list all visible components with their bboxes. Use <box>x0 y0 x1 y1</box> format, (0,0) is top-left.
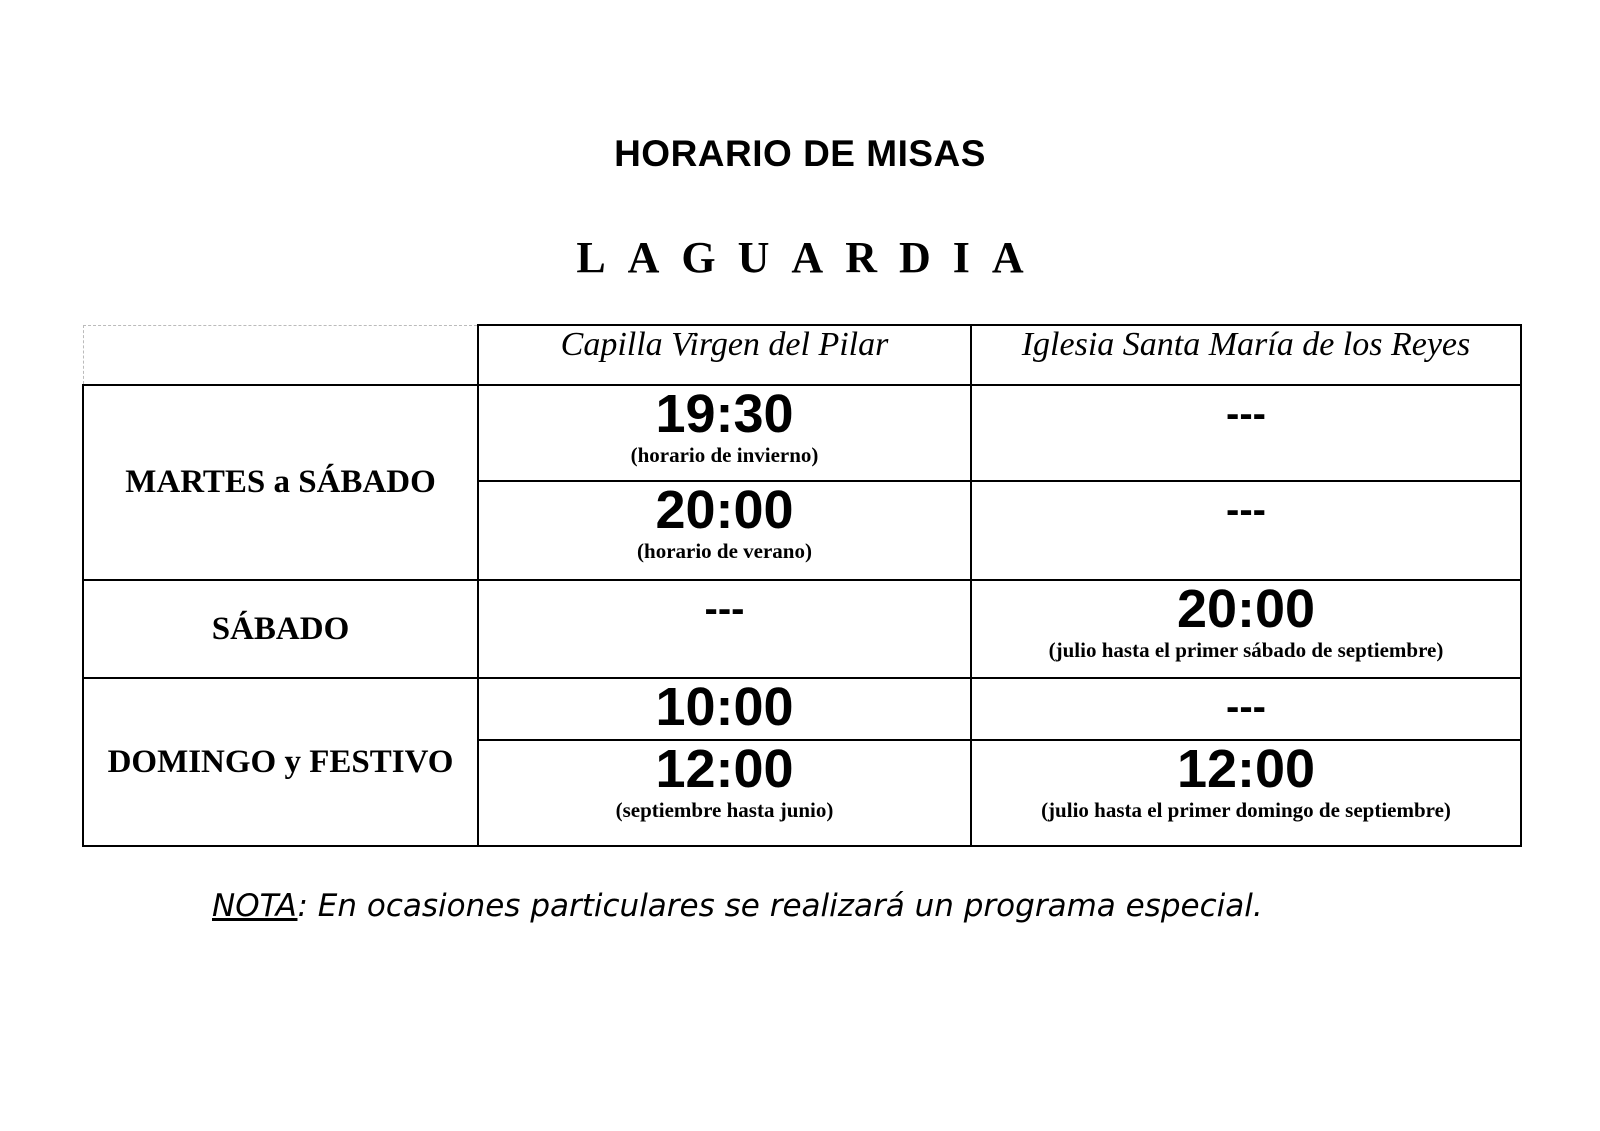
schedule-cell <box>971 678 1521 740</box>
note-label: NOTA <box>212 888 298 924</box>
mass-time-note: (julio hasta el primer domingo de septiembre) <box>1041 798 1451 822</box>
mass-time: 12:00 <box>655 739 794 799</box>
no-mass-dash: --- <box>1226 488 1266 532</box>
schedule-cell <box>971 481 1521 580</box>
schedule-cell <box>971 740 1521 846</box>
schedule-cell <box>478 740 971 846</box>
no-mass-dash: --- <box>704 587 745 631</box>
no-mass-dash: --- <box>1226 392 1266 436</box>
mass-time: 20:00 <box>1176 579 1316 639</box>
schedule-cell <box>478 481 971 580</box>
mass-time: 19:30 <box>655 384 794 444</box>
town-name: LAGUARDIA <box>576 233 1046 282</box>
mass-time-note: (septiembre hasta junio) <box>615 798 834 822</box>
mass-schedule-table <box>82 324 1522 847</box>
note-text: : En ocasiones particulares se realizará un programa especial. <box>297 888 1263 924</box>
schedule-cell <box>478 678 971 740</box>
empty-corner-cell <box>83 325 478 385</box>
day-label-martes-sabado: MARTES a SÁBADO <box>83 385 478 580</box>
schedule-cell <box>478 580 971 678</box>
schedule-cell <box>971 385 1521 481</box>
column-header-chapel: Capilla Virgen del Pilar <box>478 325 971 385</box>
mass-time: 10:00 <box>655 677 794 737</box>
mass-time: 20:00 <box>655 480 794 540</box>
no-mass-dash: --- <box>1226 685 1266 729</box>
mass-time: 12:00 <box>1176 739 1316 799</box>
footer-note <box>212 888 1263 924</box>
mass-time-note: (horario de invierno) <box>630 443 819 467</box>
day-label-sabado: SÁBADO <box>83 580 478 678</box>
page-title: HORARIO DE MISAS <box>614 133 986 174</box>
mass-time-note: (horario de verano) <box>637 539 812 563</box>
schedule-cell <box>478 385 971 481</box>
schedule-cell <box>971 580 1521 678</box>
table-row <box>83 385 1521 481</box>
table-row <box>83 580 1521 678</box>
column-header-church: Iglesia Santa María de los Reyes <box>971 325 1521 385</box>
table-row <box>83 678 1521 740</box>
table-header-row <box>83 325 1521 385</box>
day-label-domingo-festivo: DOMINGO y FESTIVO <box>83 678 478 846</box>
mass-time-note: (julio hasta el primer sábado de septiembre) <box>1048 638 1444 662</box>
